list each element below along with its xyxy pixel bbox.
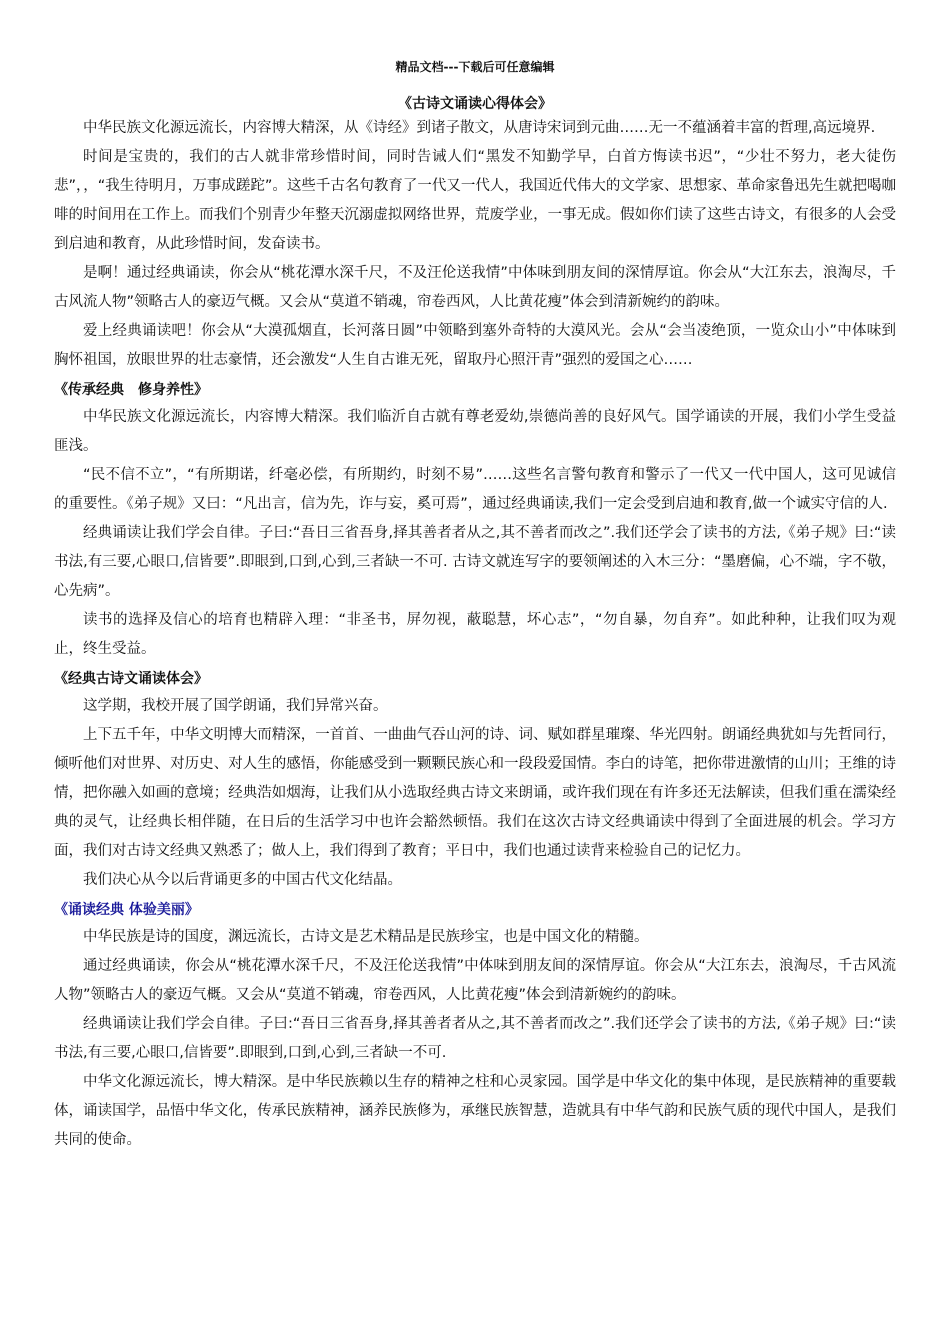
- intro-paragraph-1: 中华民族文化源远流长，内容博大精深，从《诗经》到诸子散文，从唐诗宋词到元曲……无一不蕴涵着丰富的哲理,高远境界.: [83, 120, 876, 136]
- document-title: 《古诗文诵读心得体会》: [398, 96, 552, 112]
- section-heading-classic-poetry: 《经典古诗文诵读体会》: [54, 671, 208, 687]
- section2-paragraph-2: “民不信不立”，“有所期诺，纤毫必偿，有所期约，时刻不易”……这些名言警句教育和警示了一代又一代中国人，这可见诚信的重要性。《弟子规》又曰：“凡出言，信为先，诈与妄，奚可焉”，通过经典诵读,我们一定会受到启迪和教育,做一个诚实守信的人.: [54, 467, 896, 512]
- section4-paragraph-2: 通过经典诵读，你会从“桃花潭水深千尺，不及汪伦送我情”中体味到朋友间的深情厚谊。你会从“大江东去，浪淘尽，千古风流人物”领略古人的豪迈气概。又会从“莫道不销魂，帘卷西风，人比黄花瘦”体会到清新婉约的韵味。: [54, 958, 896, 1003]
- intro-paragraph-4: 爱上经典诵读吧！你会从“大漠孤烟直，长河落日圆”中领略到塞外奇特的大漠风光。会从“会当凌绝顶，一览众山小”中体味到胸怀祖国，放眼世界的壮志豪情，还会激发“人生自古谁无死，留取丹心照汗青”强烈的爱国之心……: [54, 323, 896, 368]
- section4-paragraph-4: 中华文化源远流长，博大精深。是中华民族赖以生存的精神之柱和心灵家园。国学是中华文化的集中体现，是民族精神的重要载体，诵读国学，品悟中华文化，传承民族精神，涵养民族修为，承继民族智慧，造就具有中华气韵和民族气质的现代中国人，是我们共同的使命。: [54, 1074, 896, 1148]
- section2-paragraph-1: 中华民族文化源远流长，内容博大精深。我们临沂自古就有尊老爱幼,崇德尚善的良好风气。国学诵读的开展，我们小学生受益匪浅。: [54, 409, 896, 454]
- document-body: [54, 94, 896, 1155]
- section3-paragraph-1: 这学期，我校开展了国学朗诵，我们异常兴奋。: [83, 698, 388, 714]
- section4-paragraph-1: 中华民族是诗的国度，渊远流长，古诗文是艺术精品是民族珍宝，也是中国文化的精髓。: [83, 929, 649, 945]
- section2-paragraph-4: 读书的选择及信心的培育也精辟入理：“非圣书，屏勿视，蔽聪慧，坏心志”，“勿自暴，勿自弃”。如此种种，让我们叹为观止，终生受益。: [54, 612, 896, 657]
- section4-paragraph-3: 经典诵读让我们学会自律。子曰:“吾日三省吾身,择其善者者从之,其不善者而改之”.我们还学会了读书的方法,《弟子规》曰:“读书法,有三要,心眼口,信皆要”.即眼到,口到,心到,三者缺一不可.: [54, 1016, 896, 1061]
- intro-paragraph-2: 时间是宝贵的，我们的古人就非常珍惜时间，同时告诫人们“黑发不知勤学早，白首方悔读书迟”，“少壮不努力，老大徒伤悲”，，“我生待明月，万事成蹉跎”。这些千古名句教育了一代又一代人，我国近代伟大的文学家、思想家、革命家鲁迅先生就把喝咖啡的时间用在工作上。而我们个别青少年整天沉溺虚拟网络世界，荒废学业，一事无成。假如你们读了这些古诗文，有很多的人会受到启迪和教育，从此珍惜时间，发奋读书。: [54, 149, 896, 252]
- page-header: 精品文档---下载后可任意编辑: [395, 60, 555, 74]
- section-heading-inherit-classics: 《传承经典 修身养性》: [54, 382, 208, 398]
- intro-paragraph-3: 是啊！通过经典诵读，你会从“桃花潭水深千尺，不及汪伦送我情”中体味到朋友间的深情厚谊。你会从“大江东去，浪淘尽，千古风流人物”领略古人的豪迈气概。又会从“莫道不销魂，帘卷西风，人比黄花瘦”体会到清新婉约的韵味。: [54, 265, 896, 310]
- section2-paragraph-3: 经典诵读让我们学会自律。子曰:“吾日三省吾身,择其善者者从之,其不善者而改之”.我们还学会了读书的方法,《弟子规》曰:“读书法,有三要,心眼口,信皆要”.即眼到,口到,心到,三者缺一不可. 古诗文就连写字的要领阐述的入木三分：“墨磨偏，心不端，字不敬，心先病”。: [54, 525, 896, 599]
- section3-paragraph-2: 上下五千年，中华文明博大而精深，一首首、一曲曲气吞山河的诗、词、赋如群星璀璨、华光四射。朗诵经典犹如与先哲同行，倾听他们对世界、对历史、对人生的感悟，你能感受到一颗颗民族心和一段段爱国情。李白的诗笔，把你带进激情的山川；王维的诗情，把你融入如画的意境；经典浩如烟海，让我们从小选取经典古诗文来朗诵，或许我们现在有许多还无法解读，但我们重在濡染经典的灵气，让经典长相伴随，在日后的生活学习中也许会豁然顿悟。我们在这次古诗文经典诵读中得到了全面进展的机会。学习方面，我们对古诗文经典又熟悉了；做人上，我们得到了教育；平日中，我们也通过读背来检验自己的记忆力。: [54, 727, 896, 859]
- section3-paragraph-3: 我们决心从今以后背诵更多的中国古代文化结晶。: [83, 872, 402, 888]
- section-heading-beauty: 《诵读经典 体验美丽》: [54, 902, 199, 918]
